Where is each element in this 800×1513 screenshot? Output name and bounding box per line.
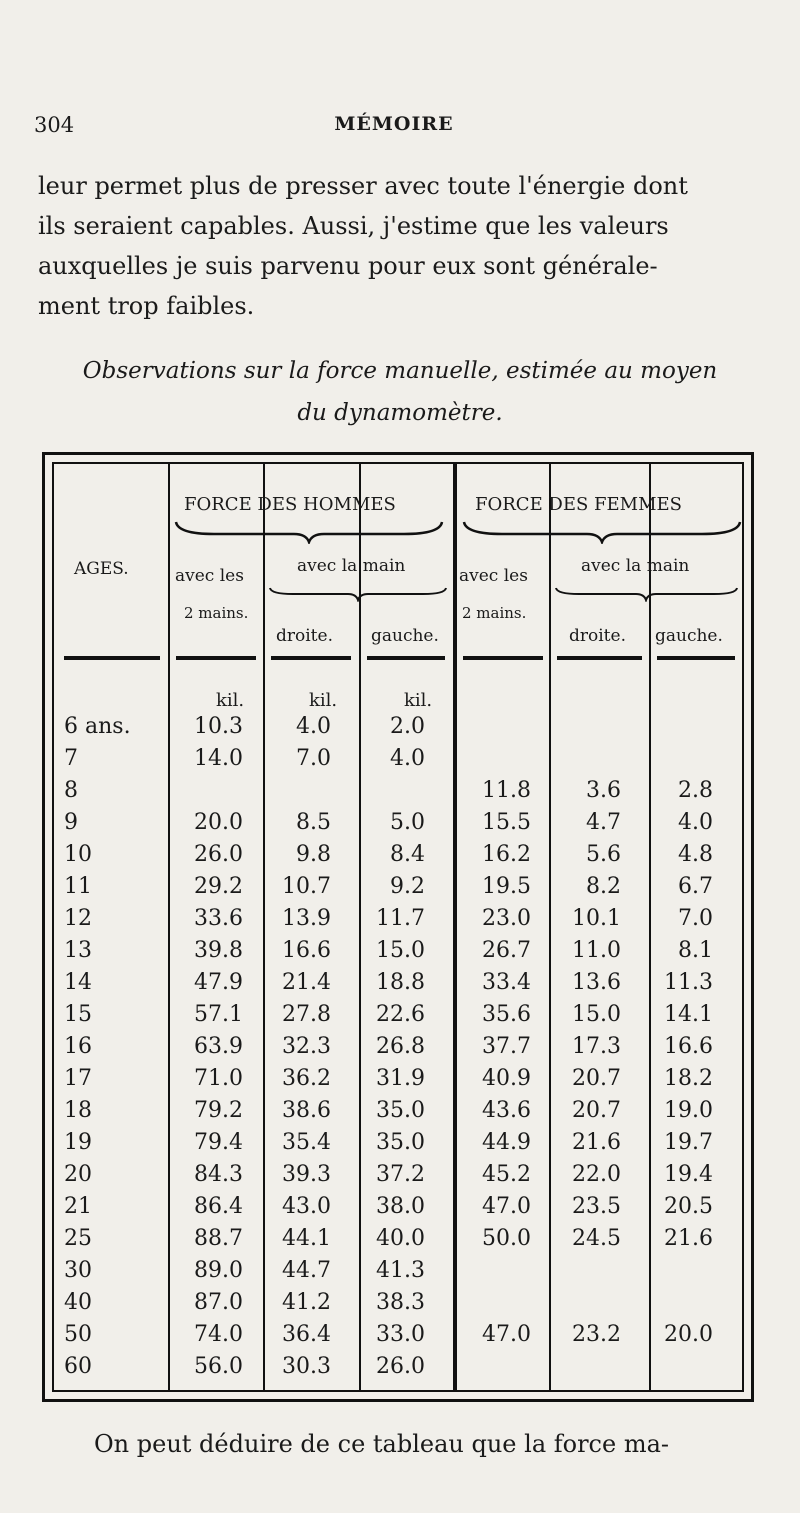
cell-men-right: 8.5 xyxy=(296,810,331,835)
cell-men-left: 5.0 xyxy=(390,810,425,835)
cell-women-both: 45.2 xyxy=(482,1162,531,1187)
cell-men-left: 38.3 xyxy=(376,1290,425,1315)
cell-men-left: 22.6 xyxy=(376,1002,425,1027)
running-head: MÉMOIRE xyxy=(334,113,454,135)
cell-age: 11 xyxy=(64,874,92,899)
header-rule xyxy=(176,656,256,660)
cell-men-right: 44.1 xyxy=(282,1226,331,1251)
cell-age: 9 xyxy=(64,810,78,835)
page-number: 304 xyxy=(34,113,75,137)
cell-men-both: 71.0 xyxy=(194,1066,243,1091)
cell-women-both: 26.7 xyxy=(482,938,531,963)
cell-women-right: 22.0 xyxy=(572,1162,621,1187)
page-header xyxy=(34,113,754,147)
cell-age: 12 xyxy=(64,906,92,931)
cell-men-both: 56.0 xyxy=(194,1354,243,1379)
cell-age: 16 xyxy=(64,1034,92,1059)
column-divider xyxy=(359,464,361,1390)
cell-men-right: 16.6 xyxy=(282,938,331,963)
cell-men-both: 39.8 xyxy=(194,938,243,963)
caption-line: du dynamomètre. xyxy=(297,400,503,426)
paragraph-line: ment trop faibles. xyxy=(38,292,255,320)
cell-age: 10 xyxy=(64,842,92,867)
cell-women-left: 4.0 xyxy=(678,810,713,835)
column-divider xyxy=(168,464,170,1390)
column-divider xyxy=(649,464,651,1390)
cell-men-left: 33.0 xyxy=(376,1322,425,1347)
cell-men-both: 84.3 xyxy=(194,1162,243,1187)
cell-men-left: 2.0 xyxy=(390,714,425,739)
cell-men-right: 44.7 xyxy=(282,1258,331,1283)
cell-men-left: 9.2 xyxy=(390,874,425,899)
cell-women-right: 23.2 xyxy=(572,1322,621,1347)
cell-men-left: 38.0 xyxy=(376,1194,425,1219)
cell-age: 50 xyxy=(64,1322,92,1347)
cell-men-both: 79.2 xyxy=(194,1098,243,1123)
cell-men-both: 26.0 xyxy=(194,842,243,867)
cell-age: 20 xyxy=(64,1162,92,1187)
cell-men-right: 38.6 xyxy=(282,1098,331,1123)
cell-women-both: 15.5 xyxy=(482,810,531,835)
cell-women-left: 19.0 xyxy=(664,1098,713,1123)
cell-men-left: 35.0 xyxy=(376,1098,425,1123)
cell-men-both: 87.0 xyxy=(194,1290,243,1315)
men-one-hand-label: avec la main xyxy=(297,556,406,576)
cell-women-both: 33.4 xyxy=(482,970,531,995)
unit-label: kil. xyxy=(404,690,433,711)
cell-women-both: 40.9 xyxy=(482,1066,531,1091)
cell-men-both: 79.4 xyxy=(194,1130,243,1155)
cell-men-left: 40.0 xyxy=(376,1226,425,1251)
footer-line: On peut déduire de ce tableau que la force ma- xyxy=(94,1430,670,1458)
data-table xyxy=(42,452,754,1402)
cell-men-right: 36.2 xyxy=(282,1066,331,1091)
cell-women-left: 7.0 xyxy=(678,906,713,931)
cell-women-both: 23.0 xyxy=(482,906,531,931)
cell-men-left: 26.8 xyxy=(376,1034,425,1059)
cell-men-both: 29.2 xyxy=(194,874,243,899)
caption-line: Observations sur la force manuelle, estimée au moyen xyxy=(82,358,718,384)
cell-women-left: 18.2 xyxy=(664,1066,713,1091)
cell-men-both: 33.6 xyxy=(194,906,243,931)
cell-men-both: 74.0 xyxy=(194,1322,243,1347)
cell-age: 8 xyxy=(64,778,78,803)
cell-men-right: 41.2 xyxy=(282,1290,331,1315)
cell-men-right: 7.0 xyxy=(296,746,331,771)
cell-women-right: 8.2 xyxy=(586,874,621,899)
ages-header: AGES. xyxy=(74,559,129,579)
cell-women-both: 47.0 xyxy=(482,1194,531,1219)
men-both-hands-sublabel: 2 mains. xyxy=(184,604,249,622)
cell-women-left: 6.7 xyxy=(678,874,713,899)
cell-women-left: 11.3 xyxy=(664,970,713,995)
women-one-hand-label: avec la main xyxy=(581,556,690,576)
paragraph-line: leur permet plus de presser avec toute l'énergie dont xyxy=(38,172,688,200)
column-divider xyxy=(263,464,265,1390)
cell-women-left: 21.6 xyxy=(664,1226,713,1251)
cell-men-left: 15.0 xyxy=(376,938,425,963)
cell-women-both: 11.8 xyxy=(482,778,531,803)
cell-women-both: 50.0 xyxy=(482,1226,531,1251)
women-hand-brace xyxy=(554,586,739,602)
header-rule xyxy=(463,656,543,660)
men-group-header: FORCE DES HOMMES xyxy=(184,494,396,515)
column-divider xyxy=(549,464,551,1390)
cell-men-right: 43.0 xyxy=(282,1194,331,1219)
women-group-brace xyxy=(462,520,742,544)
unit-label: kil. xyxy=(309,690,338,711)
cell-men-right: 32.3 xyxy=(282,1034,331,1059)
cell-age: 30 xyxy=(64,1258,92,1283)
cell-men-right: 4.0 xyxy=(296,714,331,739)
cell-men-right: 36.4 xyxy=(282,1322,331,1347)
cell-men-left: 26.0 xyxy=(376,1354,425,1379)
cell-men-right: 13.9 xyxy=(282,906,331,931)
cell-men-both: 20.0 xyxy=(194,810,243,835)
table-inner-frame xyxy=(52,462,744,1392)
cell-age: 19 xyxy=(64,1130,92,1155)
men-left-hand-header: gauche. xyxy=(371,626,439,646)
cell-women-left: 20.0 xyxy=(664,1322,713,1347)
cell-men-right: 10.7 xyxy=(282,874,331,899)
cell-women-right: 24.5 xyxy=(572,1226,621,1251)
cell-age: 60 xyxy=(64,1354,92,1379)
cell-women-both: 19.5 xyxy=(482,874,531,899)
cell-age: 17 xyxy=(64,1066,92,1091)
cell-women-left: 16.6 xyxy=(664,1034,713,1059)
cell-women-left: 19.7 xyxy=(664,1130,713,1155)
header-rule xyxy=(271,656,351,660)
cell-women-right: 13.6 xyxy=(572,970,621,995)
cell-women-left: 4.8 xyxy=(678,842,713,867)
women-both-hands-sublabel: 2 mains. xyxy=(462,604,527,622)
body-paragraph xyxy=(38,166,750,326)
women-right-hand-header: droite. xyxy=(569,626,626,646)
cell-women-right: 5.6 xyxy=(586,842,621,867)
cell-men-left: 11.7 xyxy=(376,906,425,931)
cell-men-both: 10.3 xyxy=(194,714,243,739)
cell-men-both: 88.7 xyxy=(194,1226,243,1251)
cell-men-both: 57.1 xyxy=(194,1002,243,1027)
cell-men-right: 30.3 xyxy=(282,1354,331,1379)
cell-men-right: 21.4 xyxy=(282,970,331,995)
header-rule xyxy=(64,656,160,660)
header-rule xyxy=(367,656,445,660)
cell-men-both: 63.9 xyxy=(194,1034,243,1059)
cell-women-right: 4.7 xyxy=(586,810,621,835)
cell-women-right: 21.6 xyxy=(572,1130,621,1155)
cell-men-right: 9.8 xyxy=(296,842,331,867)
header-rule xyxy=(657,656,735,660)
cell-women-left: 14.1 xyxy=(664,1002,713,1027)
unit-label: kil. xyxy=(216,690,245,711)
women-both-hands-label: avec les xyxy=(459,566,528,586)
paragraph-line: ils seraient capables. Aussi, j'estime que les valeurs xyxy=(38,212,669,240)
paragraph-line: auxquelles je suis parvenu pour eux sont générale- xyxy=(38,252,658,280)
cell-men-both: 47.9 xyxy=(194,970,243,995)
cell-women-right: 10.1 xyxy=(572,906,621,931)
cell-women-both: 47.0 xyxy=(482,1322,531,1347)
cell-age: 40 xyxy=(64,1290,92,1315)
cell-women-right: 20.7 xyxy=(572,1098,621,1123)
cell-women-right: 11.0 xyxy=(572,938,621,963)
cell-men-both: 14.0 xyxy=(194,746,243,771)
cell-age: 13 xyxy=(64,938,92,963)
men-hand-brace xyxy=(268,586,448,602)
cell-men-left: 37.2 xyxy=(376,1162,425,1187)
cell-age: 21 xyxy=(64,1194,92,1219)
cell-men-left: 35.0 xyxy=(376,1130,425,1155)
cell-men-left: 8.4 xyxy=(390,842,425,867)
cell-men-both: 86.4 xyxy=(194,1194,243,1219)
header-rule xyxy=(557,656,642,660)
cell-women-left: 8.1 xyxy=(678,938,713,963)
cell-women-both: 35.6 xyxy=(482,1002,531,1027)
cell-age: 15 xyxy=(64,1002,92,1027)
table-caption xyxy=(40,350,760,434)
men-group-brace xyxy=(174,520,444,544)
cell-age: 6 ans. xyxy=(64,714,131,739)
cell-women-both: 43.6 xyxy=(482,1098,531,1123)
cell-women-right: 17.3 xyxy=(572,1034,621,1059)
men-right-hand-header: droite. xyxy=(276,626,333,646)
cell-age: 18 xyxy=(64,1098,92,1123)
cell-women-right: 20.7 xyxy=(572,1066,621,1091)
women-left-hand-header: gauche. xyxy=(655,626,723,646)
men-both-hands-label: avec les xyxy=(175,566,244,586)
cell-women-left: 2.8 xyxy=(678,778,713,803)
cell-women-right: 3.6 xyxy=(586,778,621,803)
cell-age: 7 xyxy=(64,746,78,771)
cell-men-left: 18.8 xyxy=(376,970,425,995)
cell-men-left: 41.3 xyxy=(376,1258,425,1283)
cell-men-left: 4.0 xyxy=(390,746,425,771)
cell-women-both: 16.2 xyxy=(482,842,531,867)
cell-women-left: 20.5 xyxy=(664,1194,713,1219)
cell-women-left: 19.4 xyxy=(664,1162,713,1187)
cell-age: 25 xyxy=(64,1226,92,1251)
cell-women-right: 23.5 xyxy=(572,1194,621,1219)
cell-men-both: 89.0 xyxy=(194,1258,243,1283)
cell-women-both: 44.9 xyxy=(482,1130,531,1155)
cell-men-right: 27.8 xyxy=(282,1002,331,1027)
cell-men-right: 39.3 xyxy=(282,1162,331,1187)
cell-women-both: 37.7 xyxy=(482,1034,531,1059)
cell-men-left: 31.9 xyxy=(376,1066,425,1091)
cell-age: 14 xyxy=(64,970,92,995)
women-group-header: FORCE DES FEMMES xyxy=(475,494,683,515)
cell-women-right: 15.0 xyxy=(572,1002,621,1027)
group-divider xyxy=(453,464,457,1390)
cell-men-right: 35.4 xyxy=(282,1130,331,1155)
